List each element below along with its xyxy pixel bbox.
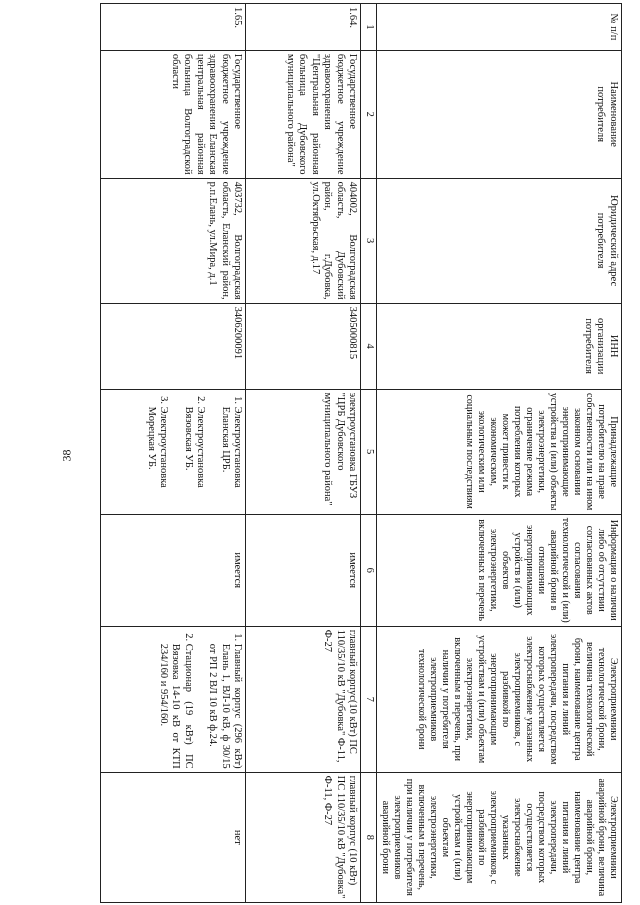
header-row <box>377 4 622 903</box>
table-row <box>246 4 361 903</box>
column-number: 4 <box>361 303 377 389</box>
header-name: Наименование потребителя <box>377 50 622 178</box>
consumer-inn: 3405000815 <box>246 303 361 389</box>
header-inn: ИНН организации потребителя <box>377 303 622 389</box>
list-item: 2. Стационар (19 кВт) ПС Вязовка 14-10 кВ от КТП 234/160 и 954/160. <box>157 644 195 769</box>
consumer-address: 403732, Волгоградская область, Еланский район, р.п.Елань, ул.Мира, д.1 <box>101 178 246 303</box>
acts-status: имеется <box>101 514 246 626</box>
column-number-row <box>361 4 377 903</box>
page-number: 38 <box>59 449 74 462</box>
list-item: 1. Электроустановка Еланская ЦРБ. <box>219 407 244 511</box>
column-number: 1 <box>361 4 377 51</box>
acts-status: имеется <box>246 514 361 626</box>
header-acts: Информация о наличии либо об отсутствии согласованных актов согласования технологической и (или) аварийной брони в отношении энергопринимающих устройств и (или) объектов электроэнергетики, включенных в перечень <box>377 514 622 626</box>
header-devices: Принадлежащие потребителю на праве собственности или на ином законном основании энергопринимающие устройства и (или) объекты электроэнергетики, ограничение режима потребления которых может привести к экономическим, экологическим или социальным последствиям <box>377 389 622 514</box>
column-number: 6 <box>361 514 377 626</box>
consumer-name: Государственное бюджетное учреждение здравоохранения Еланская центральная районная больница Волгоградской области <box>101 50 246 178</box>
consumer-name: Государственное бюджетное учреждение здравоохранения "Центральная районная больница Дубовского муниципального района" <box>246 50 361 178</box>
tech-reserve: главный корпус(10 кВт) ПС 110/35/10 кВ "Дубовка" Ф-11, Ф-27 <box>246 626 361 772</box>
emergency-reserve: главный корпус (10 кВт) ПС 110/35/10 кВ "Дубовка" Ф-11, Ф-27 <box>246 772 361 902</box>
column-number: 8 <box>361 772 377 902</box>
row-number: 1.65. <box>101 4 246 51</box>
devices-list <box>145 393 244 511</box>
tech-reserve <box>101 626 246 772</box>
header-num: № п/п <box>377 4 622 51</box>
table-row <box>101 4 246 903</box>
consumers-table <box>101 3 623 903</box>
list-item: 3. Электроустановка Морецкая УБ. <box>145 407 170 511</box>
list-item: 1. Главный корпус (296 кВт) Елань 1, ВЛ-10 кВ, ф 30/15 от РП 2 ВЛ 10 кВ ф.24. <box>206 644 244 769</box>
rotated-table-container <box>59 3 622 903</box>
tech-reserve-list <box>157 630 244 769</box>
consumer-devices: электроустановка ГБУЗ "ЦРБ Дубовского муниципального района" <box>246 389 361 514</box>
consumer-devices <box>101 389 246 514</box>
consumer-inn: 3406200091 <box>101 303 246 389</box>
list-item: 2. Электроустановка Вязовская УБ. <box>182 407 207 511</box>
consumer-address: 404002, Волгоградская область, Дубовский район, г.Дубовка, ул.Октябрьская, д.17 <box>246 178 361 303</box>
column-number: 2 <box>361 50 377 178</box>
column-number: 7 <box>361 626 377 772</box>
header-emergency-reserve: Электроприемники аварийной брони, величина аварийной брони, наименование центра питания и линий электропередачи, посредством которых осуществляется электроснабжение указанных электроприемников, с разбивкой по энергопринимающим устройствам и (или) объектам электроэнергетики, включенным в перечень, при наличии у потребителя электроприемников аварийной брони <box>377 772 622 902</box>
emergency-reserve: нет <box>101 772 246 902</box>
header-address: Юридический адрес потребителя <box>377 178 622 303</box>
column-number: 3 <box>361 178 377 303</box>
column-number: 5 <box>361 389 377 514</box>
header-tech-reserve: Электроприемники технологической брони, величина технологической брони, наименование центра питания и линий электропередачи, посредством которых осуществляется электроснабжение указанных электроприемников, с разбивкой по энергопринимающим устройствам и (или) объектам электроэнергетики, включенным в перечень, при наличии у потребителя электроприемников технологической брони <box>377 626 622 772</box>
row-number: 1.64. <box>246 4 361 51</box>
